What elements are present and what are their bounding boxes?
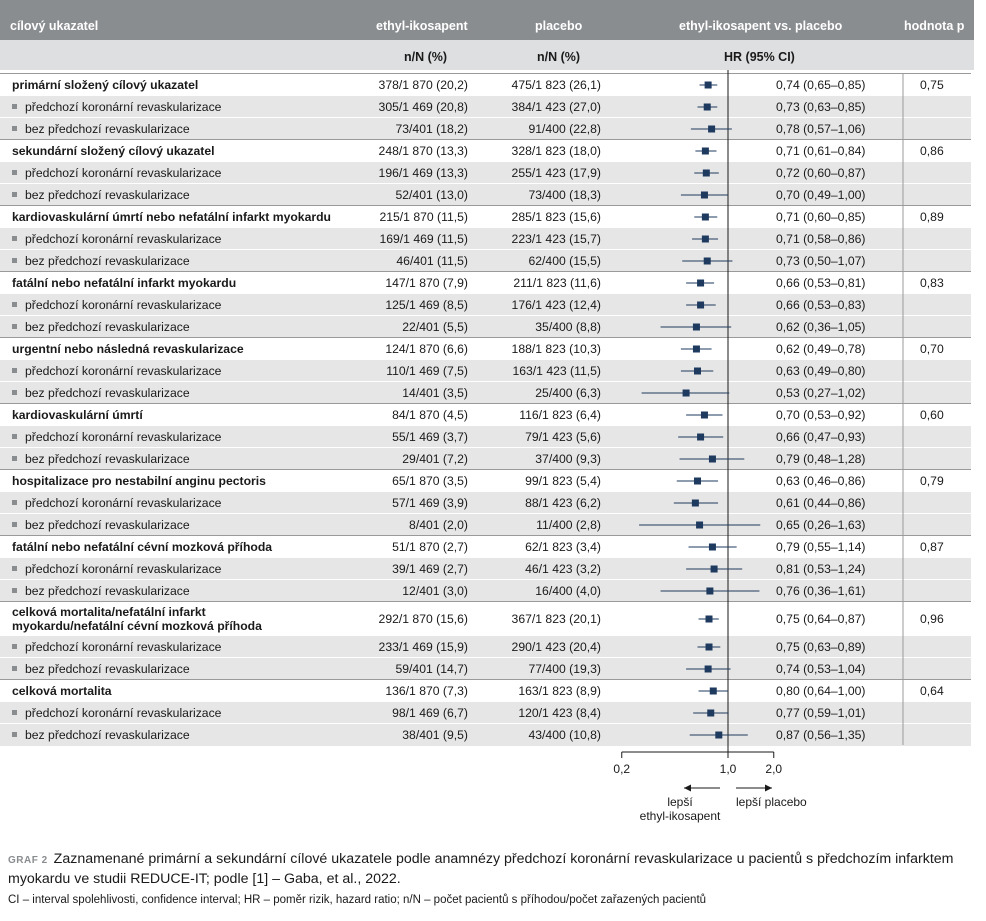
p-value: 0,96 bbox=[920, 612, 944, 626]
caption-text: Zaznamenané primární a sekundární cílové ukazatele podle anamnézy předchozí koronární revaskularizace u pacientů s předchozím infarktem myokardu ve studii REDUCE-IT; podle [1] – Gaba, et al., 2022. bbox=[8, 851, 954, 887]
hr-value: 0,63 (0,46–0,86) bbox=[776, 474, 866, 488]
placebo-value: 163/1 423 (11,5) bbox=[512, 364, 601, 378]
hr-value: 0,66 (0,53–0,81) bbox=[776, 276, 866, 290]
x-tick-label: 2,0 bbox=[765, 762, 783, 776]
placebo-value: 475/1 823 (26,1) bbox=[511, 78, 601, 92]
hr-point bbox=[710, 688, 717, 695]
hr-value: 0,78 (0,57–1,06) bbox=[776, 122, 866, 136]
hr-value: 0,81 (0,53–1,24) bbox=[776, 562, 866, 576]
epa-value: 57/1 469 (3,9) bbox=[392, 496, 468, 510]
epa-value: 98/1 469 (6,7) bbox=[392, 706, 468, 720]
row-label-text: předchozí koronární revaskularizace bbox=[25, 496, 222, 510]
placebo-value: 88/1 423 (6,2) bbox=[525, 496, 601, 510]
epa-value: 305/1 469 (20,8) bbox=[378, 100, 468, 114]
hr-point bbox=[706, 644, 713, 651]
hr-point bbox=[696, 522, 703, 529]
epa-value: 46/401 (11,5) bbox=[396, 254, 468, 268]
hr-point bbox=[693, 324, 700, 331]
hr-value: 0,80 (0,64–1,00) bbox=[776, 684, 866, 698]
hr-value: 0,61 (0,44–0,86) bbox=[776, 496, 866, 510]
hr-point bbox=[697, 434, 704, 441]
epa-value: 233/1 469 (15,9) bbox=[378, 640, 468, 654]
hr-point bbox=[697, 280, 704, 287]
placebo-value: 116/1 823 (6,4) bbox=[519, 408, 601, 422]
epa-value: 292/1 870 (15,6) bbox=[378, 612, 468, 626]
epa-value: 110/1 469 (7,5) bbox=[386, 364, 468, 378]
subheader-epa: n/N (%) bbox=[404, 50, 448, 64]
epa-value: 52/401 (13,0) bbox=[395, 188, 468, 202]
hr-value: 0,74 (0,65–0,85) bbox=[776, 78, 866, 92]
hr-point bbox=[707, 710, 714, 717]
row-label-text: bez předchozí revaskularizace bbox=[25, 728, 190, 742]
header-compare: ethyl-ikosapent vs. placebo bbox=[679, 19, 843, 33]
hr-value: 0,87 (0,56–1,35) bbox=[776, 728, 866, 742]
hr-point bbox=[693, 346, 700, 353]
row-label-text: bez předchozí revaskularizace bbox=[25, 518, 190, 532]
hr-point bbox=[694, 478, 701, 485]
x-tick-label: 0,2 bbox=[613, 762, 631, 776]
p-value: 0,70 bbox=[920, 342, 944, 356]
epa-value: 39/1 469 (2,7) bbox=[392, 562, 468, 576]
epa-value: 14/401 (3,5) bbox=[402, 386, 468, 400]
hr-point bbox=[711, 566, 718, 573]
hr-point bbox=[705, 82, 712, 89]
row-label-text: fatální nebo nefatální infarkt myokardu bbox=[12, 276, 237, 290]
row-label-text: předchozí koronární revaskularizace bbox=[25, 100, 222, 114]
header-placebo: placebo bbox=[535, 19, 583, 33]
hr-point bbox=[709, 456, 716, 463]
epa-value: 124/1 870 (6,6) bbox=[385, 342, 468, 356]
row-label-text: bez předchozí revaskularizace bbox=[25, 254, 190, 268]
header-endpoint: cílový ukazatel bbox=[10, 19, 99, 33]
hr-value: 0,76 (0,36–1,61) bbox=[776, 584, 866, 598]
placebo-value: 99/1 823 (5,4) bbox=[525, 474, 601, 488]
placebo-value: 188/1 823 (10,3) bbox=[511, 342, 601, 356]
hr-point bbox=[705, 666, 712, 673]
row-label-text: bez předchozí revaskularizace bbox=[25, 584, 190, 598]
hr-value: 0,72 (0,60–0,87) bbox=[776, 166, 866, 180]
arrow-right-label: lepší placebo bbox=[736, 795, 807, 809]
row-label-text: kardiovaskulární úmrtí bbox=[12, 408, 143, 422]
hr-value: 0,62 (0,36–1,05) bbox=[776, 320, 866, 334]
epa-value: 38/401 (9,5) bbox=[402, 728, 468, 742]
p-value: 0,86 bbox=[920, 144, 944, 158]
hr-point bbox=[694, 368, 701, 375]
hr-value: 0,77 (0,59–1,01) bbox=[776, 706, 866, 720]
hr-value: 0,70 (0,49–1,00) bbox=[776, 188, 866, 202]
subheader-placebo: n/N (%) bbox=[537, 50, 581, 64]
hr-point bbox=[709, 544, 716, 551]
p-value: 0,64 bbox=[920, 684, 944, 698]
placebo-value: 120/1 423 (8,4) bbox=[518, 706, 601, 720]
x-tick-label: 1,0 bbox=[719, 762, 737, 776]
row-label-text: předchozí koronární revaskularizace bbox=[25, 232, 222, 246]
figure-caption bbox=[8, 850, 976, 889]
hr-value: 0,53 (0,27–1,02) bbox=[776, 386, 866, 400]
hr-point bbox=[702, 236, 709, 243]
hr-value: 0,70 (0,53–0,92) bbox=[776, 408, 866, 422]
epa-value: 147/1 870 (7,9) bbox=[385, 276, 468, 290]
p-value: 0,75 bbox=[920, 78, 944, 92]
placebo-value: 79/1 423 (5,6) bbox=[525, 430, 601, 444]
row-label-text: celková mortalita/nefatální infarkt bbox=[12, 605, 206, 619]
row-label-text: předchozí koronární revaskularizace bbox=[25, 166, 222, 180]
epa-value: 248/1 870 (13,3) bbox=[378, 144, 468, 158]
placebo-value: 25/400 (6,3) bbox=[535, 386, 601, 400]
hr-point bbox=[704, 104, 711, 111]
row-label-text: bez předchozí revaskularizace bbox=[25, 386, 190, 400]
epa-value: 125/1 469 (8,5) bbox=[385, 298, 468, 312]
row-label-text: předchozí koronární revaskularizace bbox=[25, 562, 222, 576]
hr-point bbox=[701, 192, 708, 199]
hr-value: 0,75 (0,64–0,87) bbox=[776, 612, 866, 626]
hr-point bbox=[703, 170, 710, 177]
placebo-value: 62/1 823 (3,4) bbox=[525, 540, 601, 554]
hr-value: 0,62 (0,49–0,78) bbox=[776, 342, 866, 356]
placebo-value: 46/1 423 (3,2) bbox=[525, 562, 601, 576]
arrow-right-head bbox=[765, 785, 772, 792]
epa-value: 8/401 (2,0) bbox=[409, 518, 468, 532]
row-label-text: předchozí koronární revaskularizace bbox=[25, 640, 222, 654]
hr-value: 0,71 (0,60–0,85) bbox=[776, 210, 866, 224]
subheader-hr: HR (95% CI) bbox=[724, 50, 795, 64]
epa-value: 84/1 870 (4,5) bbox=[392, 408, 468, 422]
placebo-value: 73/400 (18,3) bbox=[528, 188, 601, 202]
hr-value: 0,66 (0,47–0,93) bbox=[776, 430, 866, 444]
row-label-text: bez předchozí revaskularizace bbox=[25, 188, 190, 202]
header-p: hodnota p bbox=[904, 19, 965, 33]
placebo-value: 328/1 823 (18,0) bbox=[511, 144, 601, 158]
p-value: 0,83 bbox=[920, 276, 944, 290]
header-epa: ethyl-ikosapent bbox=[376, 19, 468, 33]
row-label-text: kardiovaskulární úmrtí nebo nefatální infarkt myokardu bbox=[12, 210, 331, 224]
epa-value: 59/401 (14,7) bbox=[395, 662, 468, 676]
row-label-text: bez předchozí revaskularizace bbox=[25, 122, 190, 136]
epa-value: 136/1 870 (7,3) bbox=[385, 684, 468, 698]
placebo-value: 77/400 (19,3) bbox=[528, 662, 601, 676]
hr-value: 0,73 (0,63–0,85) bbox=[776, 100, 866, 114]
epa-value: 215/1 870 (11,5) bbox=[379, 210, 468, 224]
placebo-value: 255/1 423 (17,9) bbox=[511, 166, 601, 180]
hr-point bbox=[697, 302, 704, 309]
placebo-value: 176/1 423 (12,4) bbox=[511, 298, 601, 312]
arrow-left-head bbox=[684, 785, 691, 792]
epa-value: 378/1 870 (20,2) bbox=[378, 78, 468, 92]
row-label-text: předchozí koronární revaskularizace bbox=[25, 364, 222, 378]
hr-value: 0,66 (0,53–0,83) bbox=[776, 298, 866, 312]
hr-point bbox=[715, 732, 722, 739]
placebo-value: 211/1 823 (11,6) bbox=[513, 276, 601, 290]
hr-value: 0,65 (0,26–1,63) bbox=[776, 518, 866, 532]
epa-value: 12/401 (3,0) bbox=[402, 584, 468, 598]
epa-value: 51/1 870 (2,7) bbox=[392, 540, 468, 554]
hr-point bbox=[702, 214, 709, 221]
placebo-value: 43/400 (10,8) bbox=[528, 728, 601, 742]
hr-point bbox=[683, 390, 690, 397]
row-label-text: primární složený cílový ukazatel bbox=[12, 78, 199, 92]
caption-label: GRAF 2 bbox=[8, 855, 48, 866]
arrow-left-label: lepší ethyl-ikosapent bbox=[639, 795, 721, 823]
p-value: 0,89 bbox=[920, 210, 944, 224]
p-value: 0,79 bbox=[920, 474, 944, 488]
placebo-value: 37/400 (9,3) bbox=[535, 452, 601, 466]
hr-point bbox=[701, 412, 708, 419]
epa-value: 65/1 870 (3,5) bbox=[392, 474, 468, 488]
placebo-value: 62/400 (15,5) bbox=[528, 254, 601, 268]
placebo-value: 163/1 823 (8,9) bbox=[518, 684, 601, 698]
hr-point bbox=[704, 258, 711, 265]
epa-value: 29/401 (7,2) bbox=[402, 452, 468, 466]
placebo-value: 11/400 (2,8) bbox=[536, 518, 601, 532]
placebo-value: 290/1 423 (20,4) bbox=[511, 640, 601, 654]
epa-value: 73/401 (18,2) bbox=[395, 122, 468, 136]
hr-point bbox=[706, 616, 713, 623]
row-label-text: celková mortalita bbox=[12, 684, 112, 698]
placebo-value: 384/1 423 (27,0) bbox=[511, 100, 601, 114]
row-label-text: předchozí koronární revaskularizace bbox=[25, 430, 222, 444]
row-label-text: bez předchozí revaskularizace bbox=[25, 320, 190, 334]
hr-point bbox=[708, 126, 715, 133]
row-label-text: sekundární složený cílový ukazatel bbox=[12, 144, 215, 158]
hr-value: 0,79 (0,55–1,14) bbox=[776, 540, 866, 554]
footnote: CI – interval spolehlivosti, confidence interval; HR – poměr rizik, hazard ratio; n/N – počet pacientů s příhodou/počet zařazených pacientů bbox=[8, 894, 707, 906]
epa-value: 169/1 469 (11,5) bbox=[379, 232, 468, 246]
row-label-text: bez předchozí revaskularizace bbox=[25, 662, 190, 676]
epa-value: 196/1 469 (13,3) bbox=[378, 166, 468, 180]
hr-value: 0,79 (0,48–1,28) bbox=[776, 452, 866, 466]
p-value: 0,87 bbox=[920, 540, 944, 554]
row-label-text: urgentní nebo následná revaskularizace bbox=[12, 342, 244, 356]
row-label-text: bez předchozí revaskularizace bbox=[25, 452, 190, 466]
epa-value: 55/1 469 (3,7) bbox=[392, 430, 468, 444]
hr-value: 0,75 (0,63–0,89) bbox=[776, 640, 866, 654]
row-label-text: předchozí koronární revaskularizace bbox=[25, 706, 222, 720]
hr-point bbox=[702, 148, 709, 155]
placebo-value: 223/1 423 (15,7) bbox=[511, 232, 601, 246]
hr-point bbox=[692, 500, 699, 507]
row-label-text: hospitalizace pro nestabilní anginu pectoris bbox=[12, 474, 266, 488]
p-value: 0,60 bbox=[920, 408, 944, 422]
epa-value: 22/401 (5,5) bbox=[402, 320, 468, 334]
row-label-text: předchozí koronární revaskularizace bbox=[25, 298, 222, 312]
hr-point bbox=[706, 588, 713, 595]
placebo-value: 285/1 823 (15,6) bbox=[511, 210, 601, 224]
placebo-value: 367/1 823 (20,1) bbox=[511, 612, 601, 626]
row-label-text-2: myokardu/nefatální cévní mozková příhoda bbox=[12, 619, 262, 633]
hr-value: 0,73 (0,50–1,07) bbox=[776, 254, 866, 268]
row-label-text: fatální nebo nefatální cévní mozková příhoda bbox=[12, 540, 273, 554]
hr-value: 0,74 (0,53–1,04) bbox=[776, 662, 866, 676]
hr-value: 0,71 (0,61–0,84) bbox=[776, 144, 866, 158]
hr-value: 0,71 (0,58–0,86) bbox=[776, 232, 866, 246]
placebo-value: 91/400 (22,8) bbox=[528, 122, 601, 136]
placebo-value: 35/400 (8,8) bbox=[535, 320, 601, 334]
hr-value: 0,63 (0,49–0,80) bbox=[776, 364, 866, 378]
placebo-value: 16/400 (4,0) bbox=[535, 584, 601, 598]
